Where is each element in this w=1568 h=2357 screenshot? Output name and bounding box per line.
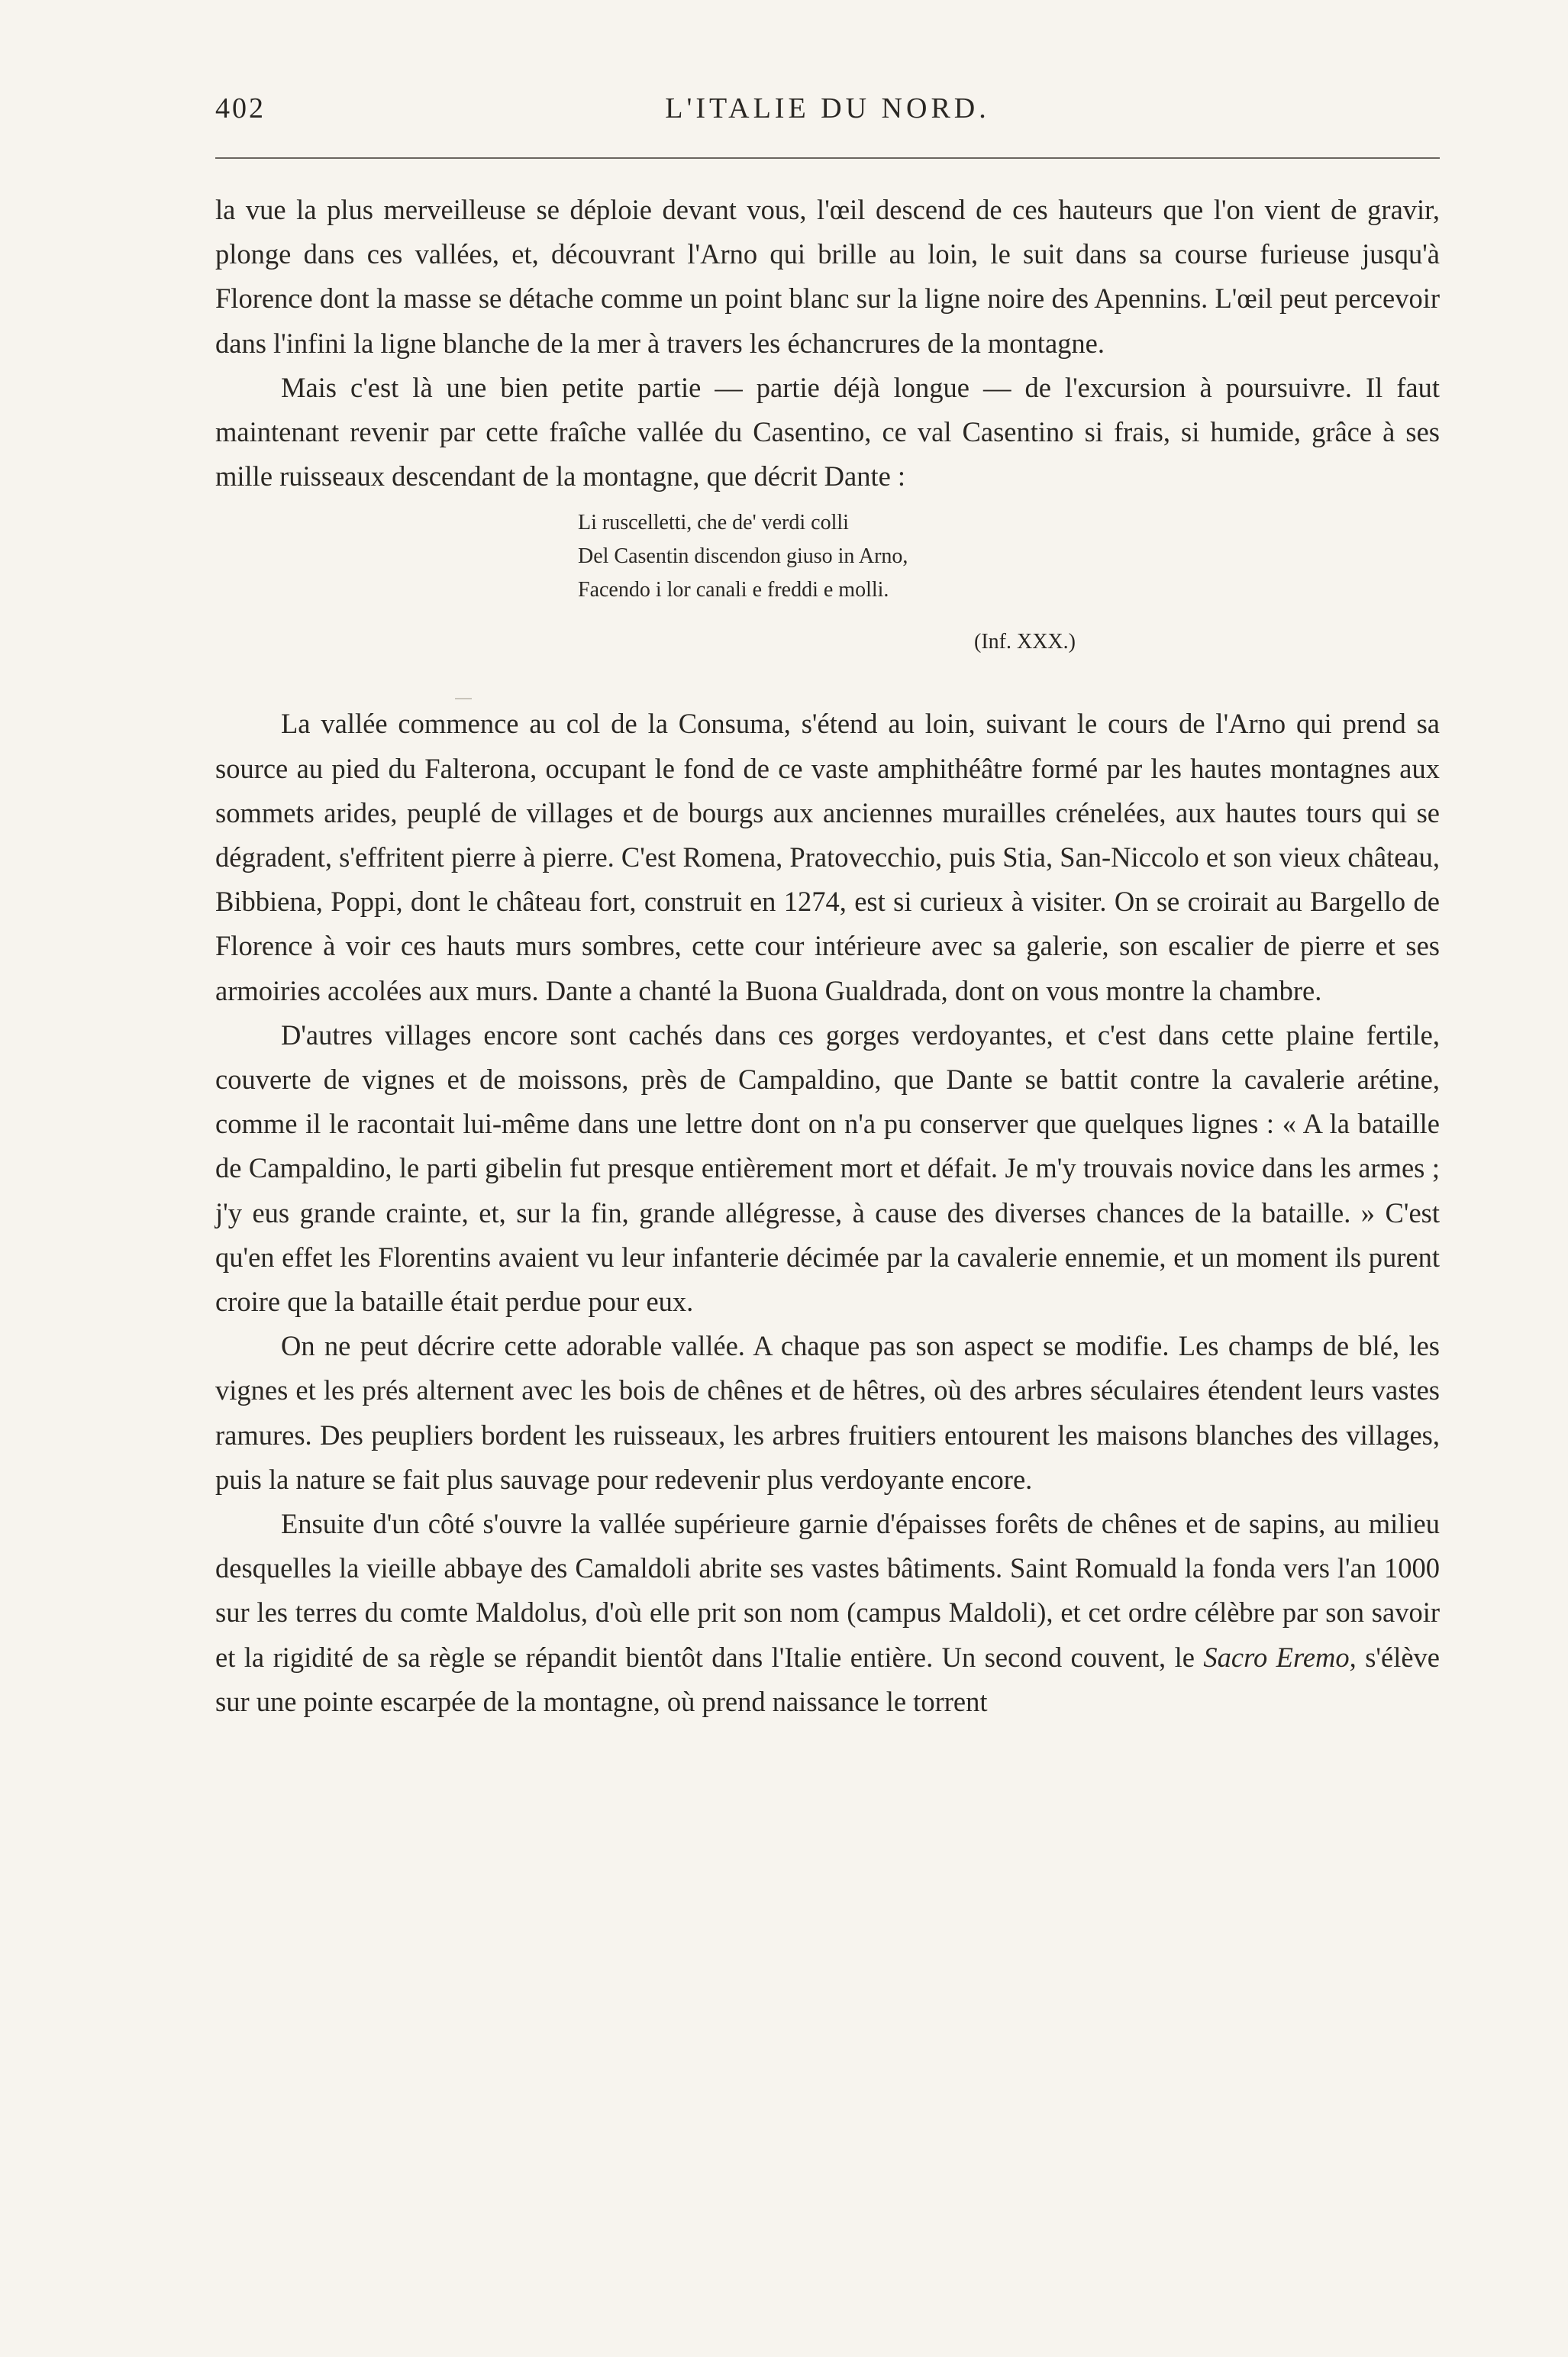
verse-line: Del Casentin discendon giuso in Arno, xyxy=(578,544,908,569)
running-title: L'ITALIE DU NORD. xyxy=(665,92,990,124)
verse-citation: (Inf. XXX.) xyxy=(974,630,1076,654)
italic-term: Sacro Eremo, xyxy=(1203,1641,1357,1673)
paragraph-1: la vue la plus merveilleuse se déploie devant vous, l'œil descend de ces hauteurs que l'on vient de gravir, plonge dans ces vallées, et, découvrant l'Arno qui brille au loin, le suit dans sa course furieuse jusqu'à Florence dont la masse se détache comme un point blanc sur la ligne noire des Apennins. L'œil peut percevoir dans l'infini la ligne blanche de la mer à travers les échancrures de la montagne. xyxy=(215,194,1440,359)
paragraph-4: D'autres villages encore sont cachés dans ces gorges verdoyantes, et c'est dans cette plaine fertile, couverte de vignes et de moissons, près de Campaldino, que Dante se battit contre la cavalerie arétine, comme il le racontait lui-même dans une lettre dont on n'a pu conserver que quelques lignes : « A la bataille de Campaldino, le parti gibelin fut presque entièrement mort et défait. Je m'y trouvais novice dans les armes ; j'y eus grande crainte, et, sur la fin, grande allégresse, à cause des diverses chances de la bataille. » C'est qu'en effet les Florentins avaient vu leur infanterie décimée par la cavalerie ennemie, et un moment ils purent croire que la bataille était perdue pour eux. xyxy=(215,1019,1440,1318)
verse-quotation xyxy=(578,506,1440,607)
paragraph-3: La vallée commence au col de la Consuma, s'étend au loin, suivant le cours de l'Arno qui prend sa source au pied du Falterona, occupant le fond de ce vaste amphithéâtre formé par les hautes montagnes aux sommets arides, peuplé de villages et de bourgs aux anciennes murailles crénelées, aux hautes tours qui se dégradent, s'effritent pierre à pierre. C'est Romena, Pratovecchio, puis Stia, San-Niccolo et son vieux château, Bibbiena, Poppi, dont le château fort, construit en 1274, est si curieux à visiter. On se croirait au Bargello de Florence à voir ces hauts murs sombres, cette cour intérieure avec sa galerie, son escalier de pierre et ses armoiries accolées aux murs. Dante a chanté la Buona Gualdrada, dont on vous montre la chambre. xyxy=(215,708,1440,1006)
verse-line: Li ruscelletti, che de' verdi colli xyxy=(578,511,849,535)
page-header xyxy=(215,92,1440,137)
paragraph-6-text: Ensuite d'un côté s'ouvre la vallée supérieure garnie d'épaisses forêts de chênes et de sapins, au milieu desquelles la vieille abbaye des Camaldoli abrite ses vastes bâtiments. Saint Romuald la fonda vers l'an 1000 sur les terres du comte Maldolus, d'où elle prit son nom (campus Maldoli), et cet ordre célèbre par son savoir et la rigidité de sa règle se répandit bientôt dans l'Italie entière. Un second couvent, le xyxy=(215,1508,1440,1673)
paragraph-6-text-end: s'élève sur une pointe escarpée de la montagne, où prend naissance le torrent xyxy=(215,1641,1440,1717)
page-body xyxy=(215,188,1440,1724)
header-rule xyxy=(215,157,1440,159)
verse-line: Facendo i lor canali e freddi e molli. xyxy=(578,578,889,602)
paragraph-2: Mais c'est là une bien petite partie — partie déjà longue — de l'excursion à poursuivre. Il faut maintenant revenir par cette fraîche vallée du Casentino, ce val Casentino si frais, si humide, grâce à ses mille ruisseaux descendant de la montagne, que décrit Dante : xyxy=(215,371,1440,492)
paragraph-5: On ne peut décrire cette adorable vallée. A chaque pas son aspect se modifie. Les champs de blé, les vignes et les prés alternent avec les bois de chênes et de hêtres, où des arbres séculaires étendent leurs vastes ramures. Des peupliers bordent les ruisseaux, les arbres fruitiers entourent les maisons blanches des villages, puis la nature se fait plus sauvage pour redevenir plus verdoyante encore. xyxy=(215,1330,1440,1495)
paragraph-6 xyxy=(215,1502,1440,1724)
page-number: 402 xyxy=(215,92,266,124)
